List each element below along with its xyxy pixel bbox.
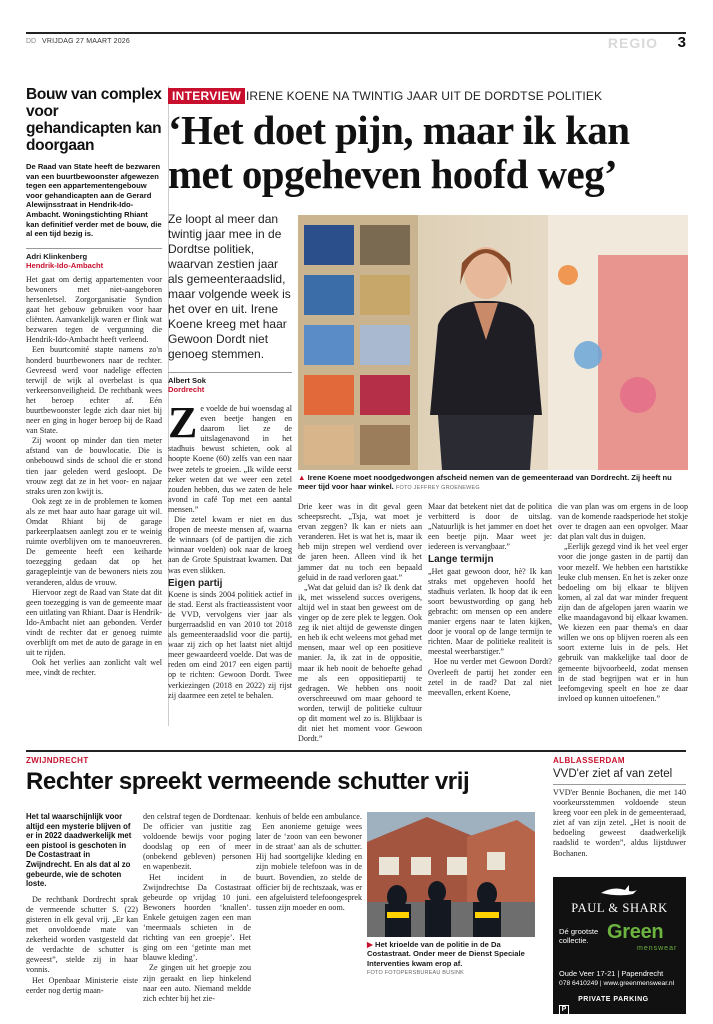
main-paragraph: e voelde de bui woensdag al even beetje hangen en daarom liet ze de uitslagenavond in het stadhuis bewust schieten, ook al hoopte Koene (60) zelfs van een naar twee zetels te groeien. „Ik wilde eerst zeker weten dat we weer een zetel zouden hebben, dus we zaten de hele avond in café Top met een aantal mensen.” [168, 404, 292, 514]
ad-parking [559, 996, 649, 1013]
main-paragraph: Drie keer was in dit geval geen scheepsrecht. „Tsja, wat moet je ervan zeggen? Ik kan er niets aan veranderen. Het is wat het is, maar ik heb mijn strepen wel verdiend over de jaren heen. Alleen vind ik het jammer dat nu toch een bepaald geluid in de raad verloren gaat.” [298, 502, 422, 582]
police-photo [367, 812, 535, 937]
short-headline: VVD'er ziet af van zetel [553, 767, 686, 785]
bottom-headline: Rechter spreekt vermeende schutter vrij [26, 768, 470, 795]
main-byline [168, 372, 292, 394]
main-col-1 [168, 398, 292, 701]
main-photo [298, 215, 688, 470]
main-paragraph: Hoe nu verder met Gewoon Dordt? Overleeft de partij het zonder een zetel in de raad? Dat zal niet meevallen, erkent Koene, [428, 657, 552, 697]
bottom-col-2 [143, 812, 251, 1004]
bottom-location: ZWIJNDRECHT [26, 756, 89, 765]
side-paragraph: Zij woont op minder dan tien meter afstand van de bouwlocatie. Die is onbebouwd sinds de school die er stond tien jaar geleden werd gesloopt. De vrouw zegt dat ze in het voor- en najaar straks uren zon kwijt is. [26, 436, 162, 496]
bottom-col-3 [256, 812, 362, 913]
kicker-label: INTERVIEW [168, 88, 245, 104]
main-col-2 [298, 502, 422, 744]
kicker [168, 86, 686, 106]
bottom-col-1 [26, 812, 138, 996]
main-intro-block [168, 212, 292, 394]
ad-address: Oude Veer 17-21 | Papendrecht [559, 969, 664, 978]
main-photo-illustration [298, 215, 688, 470]
side-body [26, 275, 162, 679]
main-photo-credit: FOTO JEFFREY GROENEWEG [395, 485, 480, 492]
side-byline [26, 248, 162, 270]
main-paragraph: Maar dat betekent niet dat de politica verbitterd is door de uitslag. „Natuurlijk is het jammer en doet het een beetje pijn. Maar weet je: iedereen is vervangbaar.” [428, 502, 552, 552]
main-paragraph: Koene is sinds 2004 politiek actief in de stad. Eerst als fractieassistent voor de VVD, vervolgens vier jaar als burgerraadslid en van 2010 tot 2018 als gemeenteraadslid voor die partij, waar zij zich op het laatst niet altijd meer gewaardeerd voelde. Dat was de reden om eind 2017 een eigen partij op te richten: Gewoon Dordt. Twee verkiezingen (2018 en 2022) zij rijst zij daarmee een zetel te behalen. [168, 589, 292, 700]
bottom-paragraph: Het incident in de Zwijndrechtse Da Costastraat gebeurde op vrijdag 10 juni. Bewoners hoorden ‘knallen’. Enkele getuigen zagen een man ‘meermaals schieten in de richting van een groepje’. Het ging om een ‘getinte man met blauwe kleding’. [143, 872, 251, 963]
side-paragraph: Ook zegt ze in de problemen te komen als ze met haar auto haar garage uit wil. Omdat Rhiant bij de garage parkeerplaatsen aanlegt zou er te weinig ruimte overblijven om te manoeuvreren. De gemeente heeft een keiharde toezegging gedaan dat op het garagepleintje van de bewoners niets zou veranderen, aldus de vrouw. [26, 496, 162, 587]
main-location: Dordrecht [168, 385, 205, 394]
main-subhead: Lange termijn [428, 554, 494, 566]
parking-icon: P [559, 1005, 569, 1015]
caption-triangle-icon: ▶ [367, 940, 373, 949]
main-col-4 [558, 502, 688, 704]
ad-store-sub: menswear [637, 945, 678, 952]
bottom-paragraph: De rechtbank Dordrecht sprak de vermeende schutter S. (22) gisteren in elk geval vrij. „Er kan met onvoldoende mate van zekerheid worden vastgesteld dat de verdachte de schutter is geweest”, stelde zij in haar vonnis. [26, 894, 138, 975]
header-rule [26, 32, 686, 34]
side-lead: De Raad van State heeft de bezwaren van een buurtbewoonster afgewezen tegen een appartementengebouw voor gehandicapten aan de Gerard Alewijnsstraat in Hendrik-Ido-Ambacht. Woningstichting Rhiant kan definitief verder met de bouw, die al een tijd bezig is. [26, 162, 162, 239]
short-article [553, 756, 686, 859]
bottom-divider [26, 750, 686, 752]
kicker-text: IRENE KOENE NA TWINTIG JAAR UIT DE DORDTSE POLITIEK [246, 89, 603, 103]
side-headline: Bouw van complex voor gehandicapten kan doorgaan [26, 86, 162, 154]
caption-triangle-icon: ▲ [298, 473, 306, 482]
side-paragraph: Het gaat om dertig appartementen voor bewoners met niet-aangeboren hersenletsel. Zorgorganisatie Syndion gaat het gebouw gebruiken voor haar cliënten. Aanvankelijk waren er flink wat bezwaren tegen de vergunning die Hendrik-Ido-Ambacht heeft verleend. [26, 274, 162, 345]
bottom-paragraph: kenhuis of belde een ambulance. [256, 812, 362, 821]
bottom-lead: Het tal waarschijnlijk voor altijd een mysterie blijven of er in 2022 daadwerkelijk met een pistool is geschoten in De Costastraat in Zwijndrecht. En als dat al zo gebeurde, wie de schoten loste. [26, 812, 132, 889]
main-headline: ‘Het doet pijn, maar ik kan met opgeheven hoofd weg’ [168, 107, 630, 197]
main-photo-caption [298, 473, 688, 494]
page-code: DD [26, 38, 37, 45]
page-header [26, 34, 686, 54]
police-photo-credit: FOTO FOTOPERSBUREAU BUSINK [367, 970, 464, 977]
short-location: ALBLASSERDAM [553, 756, 625, 765]
bottom-paragraph: Het Openbaar Ministerie eiste eerder nog dertig maan- [26, 975, 138, 995]
bottom-paragraph: den celstraf tegen de Dordtenaar. De officier van justitie zag voldoende bewijs voor poging doodslag op een of meer (onbekend gebleven) personen en wapenbezit. [143, 812, 251, 872]
ad-tagline: Dé grootste collectie. [559, 927, 599, 945]
main-paragraph: die van plan was om ergens in de loop van de komende raadsperiode het stokje over te dragen aan een opvolger. Maar dat plan valt dus in duigen. [558, 502, 688, 542]
ad-brand: PAUL & SHARK [571, 901, 668, 915]
bottom-paragraph: Een anonieme getuige wees later de ‘zoon van een bewoner in de straat’ aan als de schutter. Hij had soortgelijke kleding en zijn mobiele telefoon was in de buurt. Bovendien, zo stelde de officier bij de rechtszaak, was er een afgeluisterd telefoongesprek tussen zijn moeder en oom. [256, 822, 362, 912]
side-location: Hendrik-Ido-Ambacht [26, 260, 104, 270]
ad-parking-label: PRIVATE PARKING [578, 996, 649, 1003]
main-paragraph: Die zetel kwam er niet en dus dropen de meeste mensen af, waarna de winnaars (of de partijen die zich winnaar voelden) ook naar de kroeg aan de Grote Spuistraat kwamen. Dat was even slikken. [168, 515, 292, 575]
police-photo-illustration [367, 812, 535, 937]
main-author: Albert Sok [168, 376, 206, 385]
main-subhead: Eigen partij [168, 577, 223, 589]
side-author: Adri Klinkenberg [26, 251, 88, 261]
page-date: VRIJDAG 27 MAART 2026 [42, 38, 130, 45]
section-label: REGIO [607, 35, 658, 51]
side-paragraph: Ook het verlies aan zonlicht valt wel mee, vindt de rechter. [26, 658, 162, 678]
side-article [26, 86, 162, 679]
main-paragraph: „Het gaat gewoon door, hè? Ik kan straks met opgeheven hoofd het stadhuis verlaten. Ik hoop dat ik een soort bewustwording op gang heb gebracht: om mensen op een andere manier ergens naar te laten kijken, door je vooral op de lange termijn te richten. Maar de politieke realiteit is meestal weerbarstiger.” [428, 566, 552, 657]
bottom-article [26, 756, 526, 795]
ad-store-name: Green [607, 921, 664, 943]
ad-contact: 078 6410249 | www.greenmenswear.nl [559, 980, 675, 987]
ad-block[interactable] [553, 877, 686, 1014]
main-paragraph: „Wat dat geluid dan is? Ik denk dat ik, met wisselend succes overigens, altijd wel in staat ben geweest om de vinger op de zere plek te leggen. Ook zeg ik niet altijd de gewenste dingen en heb ik echt weleens mot gehad met mensen, maar wel op een positieve manier. Ja, ik zat in de oppositie, maar ik heb nooit de behoefte gehad me als een oppositiepartij te gedragen. We hebben ons nooit overschreeuwd om maar gehoord te worden, terwijl de politieke cultuur op dit moment wel zo is. Blijkbaar is dit niet het moment voor Gewoon Dordt.” [298, 582, 422, 744]
shark-logo-icon [599, 883, 639, 897]
main-intro: Ze loopt al meer dan twintig jaar mee in de Dordtse politiek, waarvan zestien jaar als gemeenteraadslid, maar volgende week is het over en uit. Irene Koene kreeg met haar Gewoon Dordt niet genoeg stemmen. [168, 212, 291, 361]
bottom-paragraph: Ze gingen uit het groepje zou zijn geraakt en liep hinkelend naar een auto. Niemand meldde zich echter bij het zie- [143, 963, 251, 1003]
main-col-3 [428, 502, 552, 698]
drop-cap: Z [168, 398, 198, 447]
main-paragraph: „Eerlijk gezegd vind ik het veel erger voor die jonge gasten in de partij dan voor mezelf. We hebben een hartstikke leuke club mensen. En het is zeker onze bedoeling om bij elkaar te blijven komen, al zal dat war minder frequent zijn dan de afgelopen jaren waarin we elke maandagavond bij elkaar kwamen. We kiezen een paar thema's en daar willen we ons op blijven roeren als een soort externe luis in de pels. Het gebruik van makkelijke taal door de gemeente bijvoorbeeld, zodat mensen in de stad begrijpen wat er in hun leefomgeving speelt en hoe ze daar invloed op kunnen uitoefenen.” [558, 542, 688, 703]
police-photo-caption-text: Het krioelde van de politie in de Da Costastraat. Onder meer de Dienst Speciale Interventies kwam erop af. [367, 940, 525, 968]
main-photo-caption-text: Irene Koene moet noodgedwongen afscheid nemen van de gemeenteraad van Dordrecht. Zij heeft nu meer tijd voor haar winkel. [298, 473, 672, 492]
side-paragraph: Hiervoor zegt de Raad van State dat dit geen toezegging is van de gemeente maar een uitlating van Rhiant. Daar is Hendrik-Ido-Ambacht niet aan gebonden. Verder vindt de rechter dat er genoeg ruimte overblijft om met de auto de garage in en uit te rijden. [26, 587, 162, 658]
side-paragraph: Een buurtcomité stapte namens zo'n honderd buurtbewoners naar de rechter. Gevreesd werd voor nadelige effecten terwijl de wijk al overbelast is qua verkeersonveiligheid. De rechtbank wees het beroep echter af. Eén buurtbewoonster legde zich daar niet bij neer en ging in hoger beroep bij de Raad van State. [26, 345, 162, 436]
police-photo-caption [367, 940, 535, 979]
short-body: VVD'er Bennie Bochanen, die met 140 voorkeursstemmen voldoende steun kreeg voor een plek in de gemeenteraad, ziet af van zijn zetel. „Het is nooit de bedoeling geweest daadwerkelijk raadslid te worden”, aldus lijstduwer Bochanen. [553, 788, 686, 858]
page-number: 3 [677, 34, 686, 51]
